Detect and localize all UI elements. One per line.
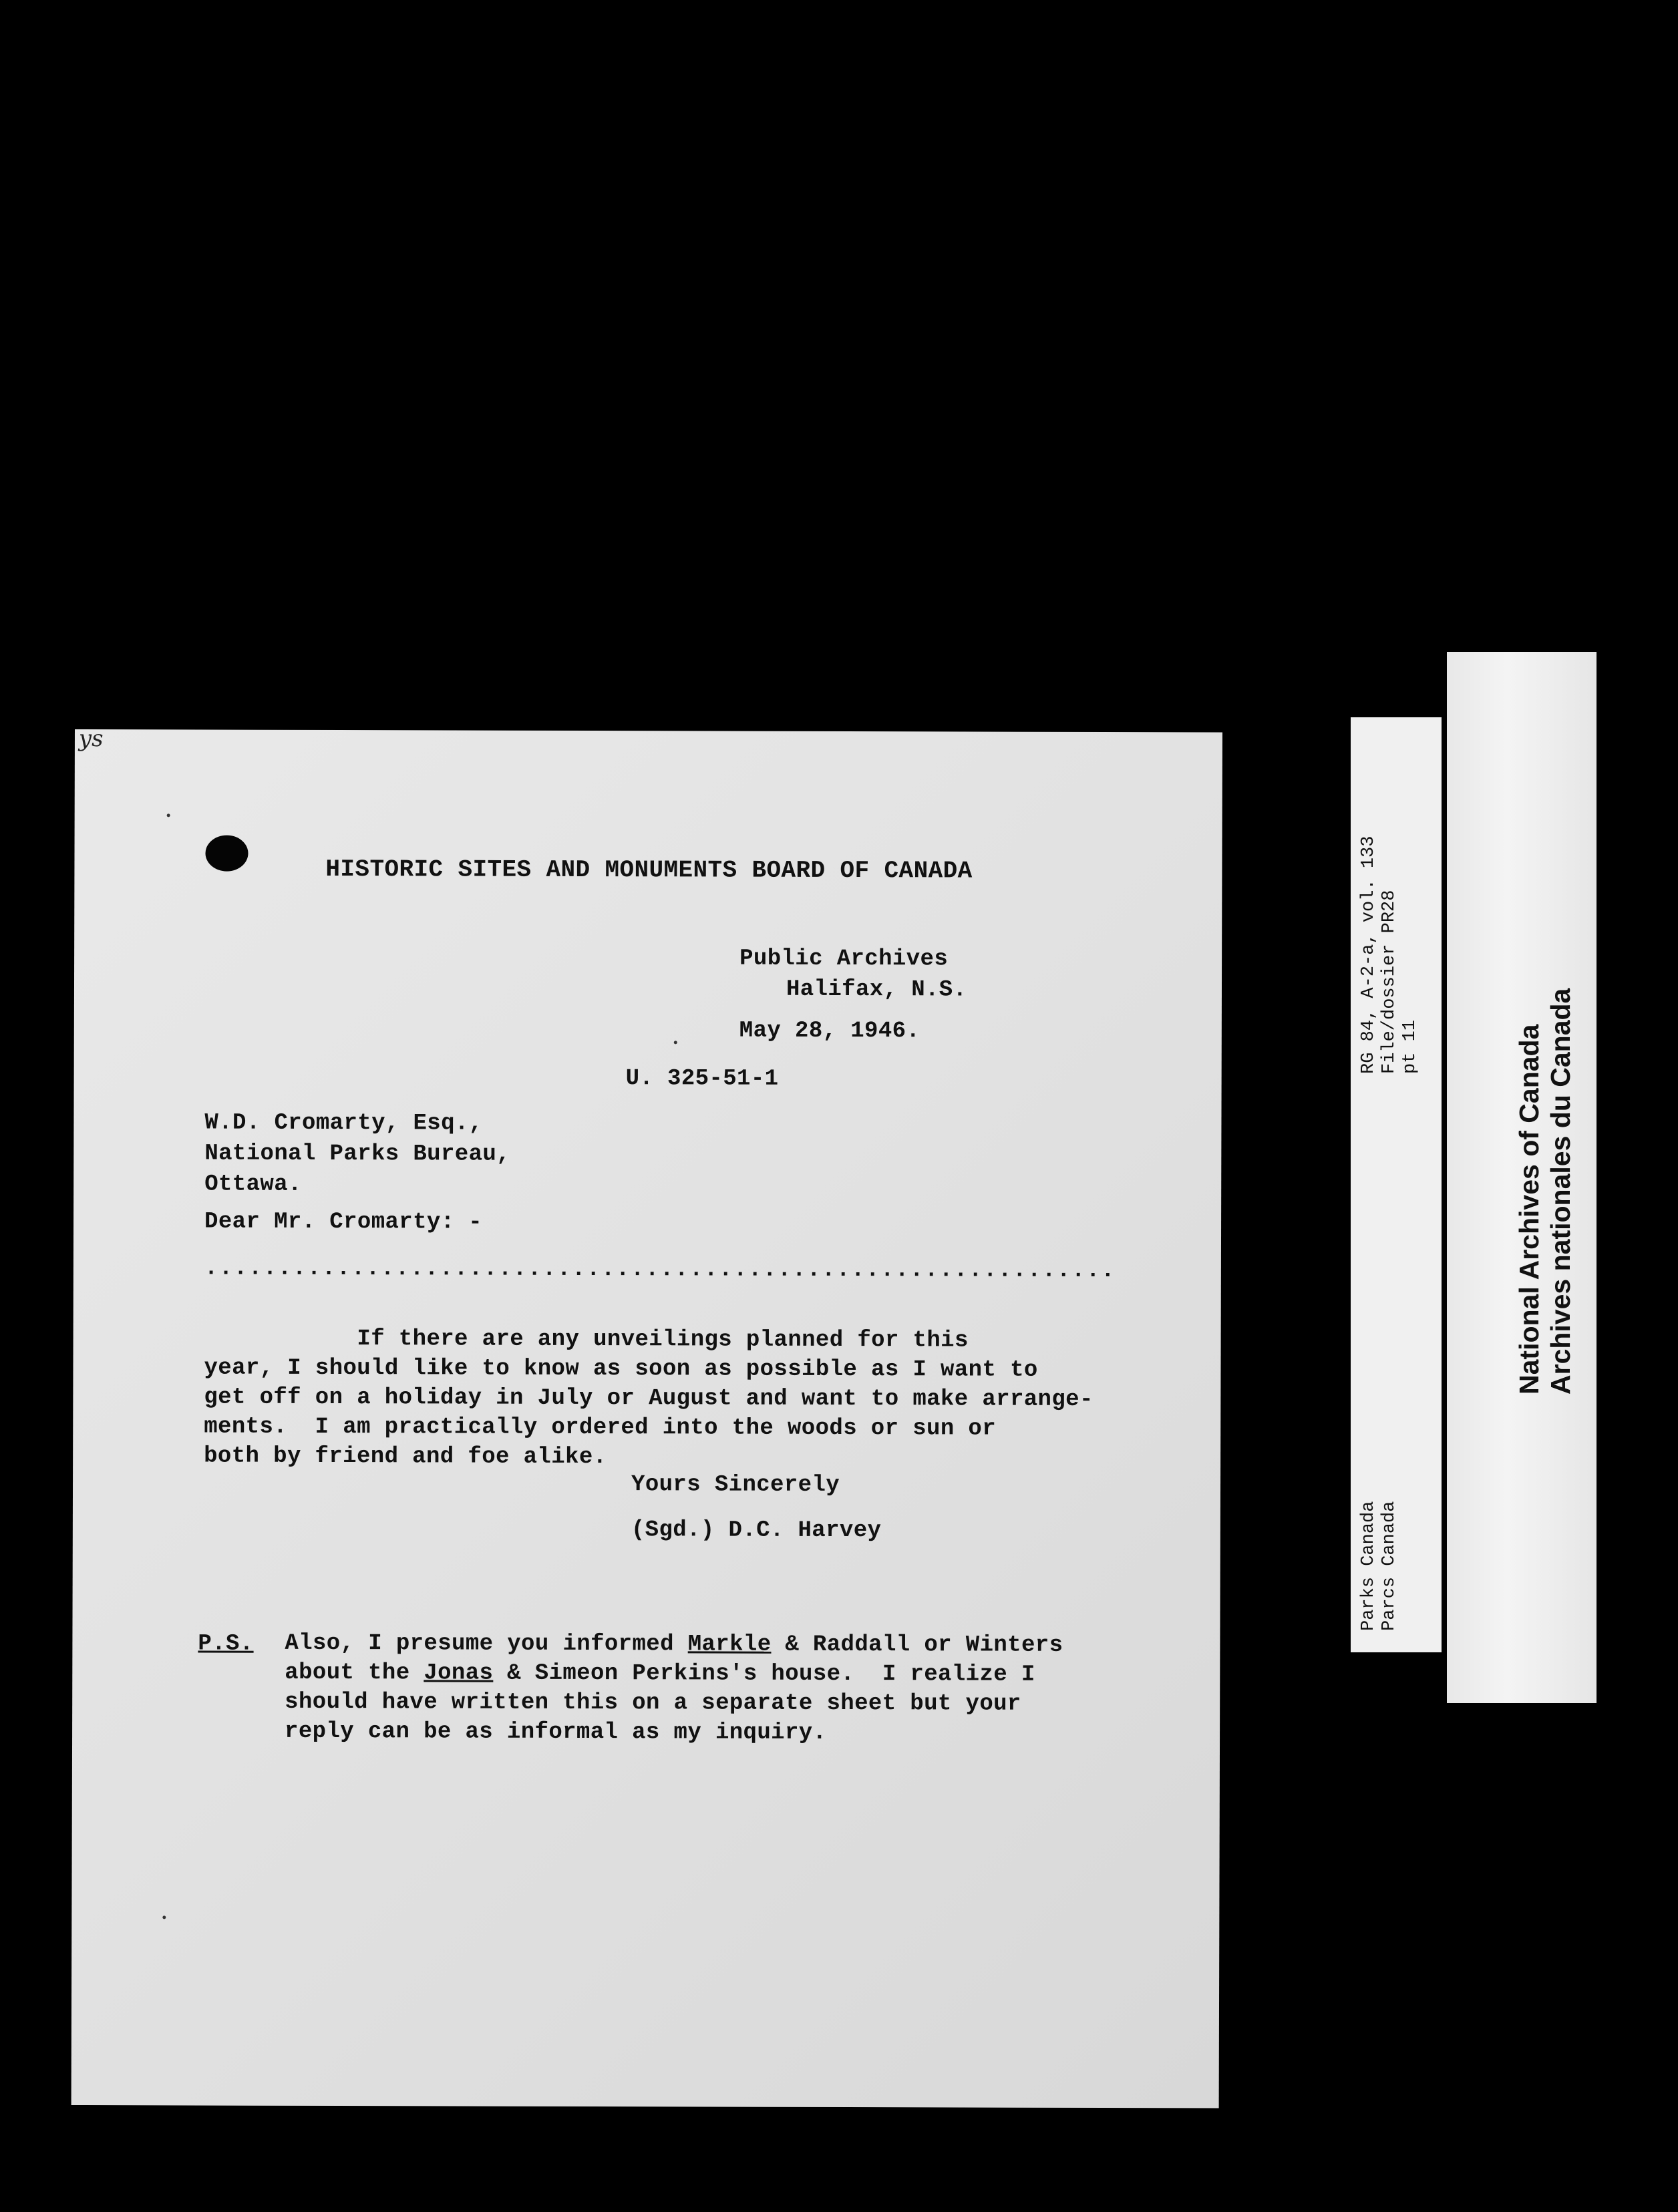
underlined-name: Jonas (424, 1660, 494, 1686)
sender-address-line: Public Archives (739, 946, 949, 972)
file-reference: U. 325-51-1 (625, 1066, 779, 1092)
sender-address-line: Halifax, N.S. (786, 976, 967, 1003)
postscript-text: about the (285, 1660, 424, 1686)
archive-reference: RG 84, A-2-a, vol. 133 File/dossier PR28 pt 11 (1359, 836, 1420, 1074)
postscript-text: Also, I presume you informed (285, 1630, 688, 1658)
letter-page (71, 725, 1222, 2108)
speck (167, 813, 170, 817)
postscript-text: reply can be as informal as my inquiry. (285, 1718, 827, 1746)
agency-name: Parks Canada Parcs Canada (1359, 1501, 1399, 1631)
dotted-rule: .............................................................. (204, 1256, 1116, 1284)
postscript-label: P.S. (198, 1631, 254, 1657)
speck (674, 1041, 677, 1044)
institution-name: National Archives of Canada Archives nationales du Canada (1514, 988, 1576, 1395)
speck (162, 1915, 166, 1919)
underlined-name: Markle (687, 1632, 772, 1658)
postscript-body (285, 1629, 1063, 1748)
recipient-address: W.D. Cromarty, Esq., National Parks Bureau, Ottawa. (204, 1110, 511, 1197)
postscript-text: & Raddall or Winters (771, 1632, 1063, 1658)
postscript-text: should have written this on a separate sheet but your (285, 1689, 1021, 1717)
punch-hole (205, 836, 248, 872)
postscript-text: & Simeon Perkins's house. I realize I (493, 1660, 1035, 1688)
salutation: Dear Mr. Cromarty: - (204, 1209, 483, 1236)
letter-date: May 28, 1946. (739, 1018, 920, 1045)
closing: Yours Sincerely (631, 1472, 840, 1499)
letterhead: HISTORIC SITES AND MONUMENTS BOARD OF CANADA (325, 855, 973, 885)
margin-note: ys (78, 725, 104, 753)
letter-body: If there are any unveilings planned for this year, I should like to know as soon as possible as I want to get off on a holiday in July or August and want to make arrange- ments. I am practically ordered into the woods or sun or both by friend and foe alike. (204, 1326, 1094, 1471)
signature-line: (Sgd.) D.C. Harvey (631, 1517, 882, 1544)
